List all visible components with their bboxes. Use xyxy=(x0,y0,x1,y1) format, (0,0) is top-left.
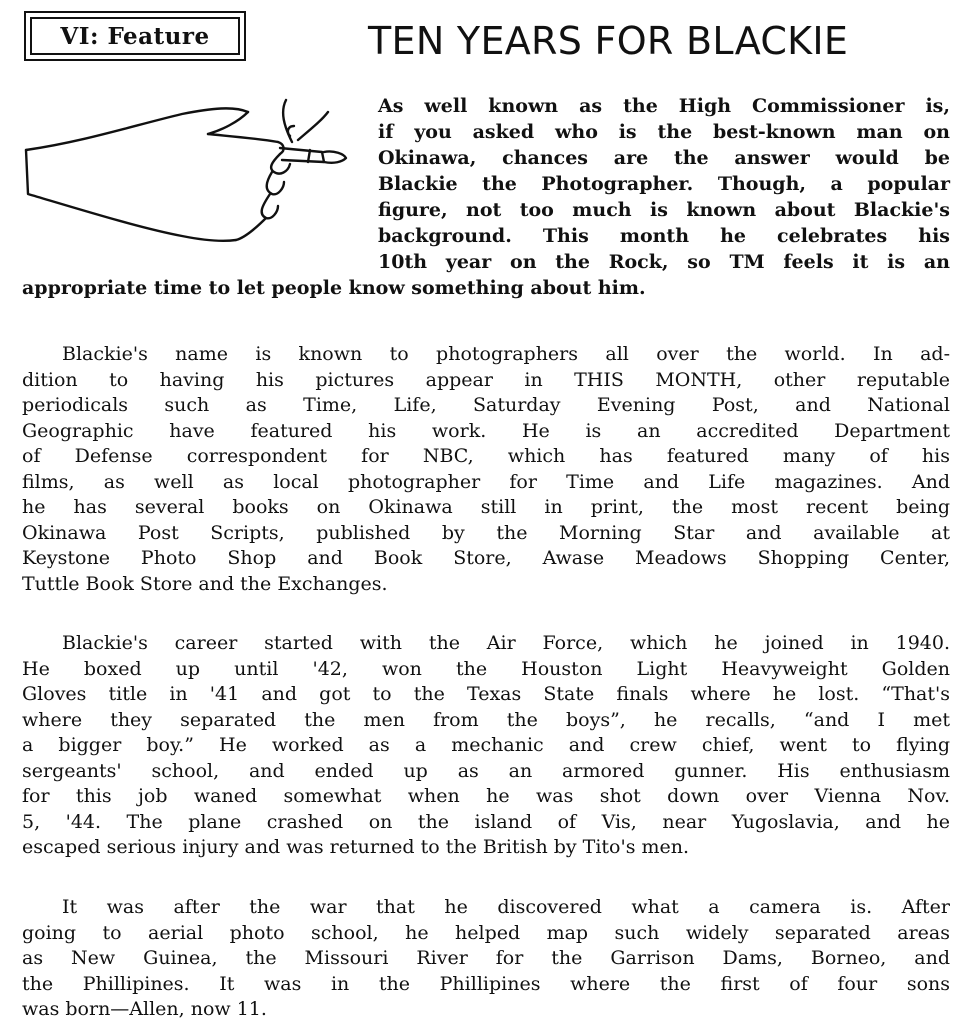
intro-line: 10th year on the Rock, so TM feels it is an xyxy=(378,251,950,273)
paragraph-line: of Defense correspondent for NBC, which has featured many of his xyxy=(22,445,950,467)
paragraph-line: films, as well as local photographer for Time and Life magazines. And xyxy=(22,471,950,493)
paragraph-line: He boxed up until '42, won the Houston Light Heavyweight Golden xyxy=(22,658,950,680)
paragraph-line: It was after the war that he discovered what a camera is. After xyxy=(62,896,950,918)
paragraph-line: he has several books on Okinawa still in print, the most recent being xyxy=(22,496,950,518)
paragraph-line: where they separated the men from the boys”, he recalls, “and I met xyxy=(22,709,950,731)
paragraph-line: Blackie's name is known to photographers all over the world. In ad- xyxy=(62,343,950,365)
intro-line: As well known as the High Commissioner is, xyxy=(378,95,950,117)
paragraph-line: the Phillipines. It was in the Phillipines where the first of four sons xyxy=(22,973,950,995)
paragraph-line: escaped serious injury and was returned to the British by Tito's men. xyxy=(22,836,690,858)
paragraph-line: Keystone Photo Shop and Book Store, Awase Meadows Shopping Center, xyxy=(22,547,950,569)
headline: TEN YEARS FOR BLACKIE xyxy=(368,19,849,63)
paragraph-line: Blackie's career started with the Air Force, which he joined in 1940. xyxy=(62,632,950,654)
paragraph-line: for this job waned somewhat when he was shot down over Vienna Nov. xyxy=(22,785,950,807)
intro-line: appropriate time to let people know something about him. xyxy=(22,277,646,299)
paragraph-line: Okinawa Post Scripts, published by the Morning Star and available at xyxy=(22,522,950,544)
intro-line: Blackie the Photographer. Though, a popular xyxy=(378,173,950,195)
intro-line: figure, not too much is known about Blackie's xyxy=(378,199,950,221)
paragraph-line: as New Guinea, the Missouri River for the Garrison Dams, Borneo, and xyxy=(22,947,950,969)
paragraph-line: a bigger boy.” He worked as a mechanic and crew chief, went to flying xyxy=(22,734,950,756)
paragraph-line: going to aerial photo school, he helped map such widely separated areas xyxy=(22,922,950,944)
section-tag xyxy=(24,11,246,61)
intro-line: if you asked who is the best-known man on xyxy=(378,121,950,143)
paragraph-line: dition to having his pictures appear in THIS MONTH, other reputable xyxy=(22,369,950,391)
intro-line: Okinawa, chances are the answer would be xyxy=(378,147,950,169)
paragraph-line: periodicals such as Time, Life, Saturday Evening Post, and National xyxy=(22,394,950,416)
paragraph-line: Geographic have featured his work. He is an accredited Department xyxy=(22,420,950,442)
paragraph-line: Tuttle Book Store and the Exchanges. xyxy=(22,573,388,595)
hand-holding-cigarette-icon xyxy=(22,92,352,250)
paragraph-line: 5, '44. The plane crashed on the island of Vis, near Yugoslavia, and he xyxy=(22,811,950,833)
paragraph-line: Gloves title in '41 and got to the Texas State finals where he lost. “That's xyxy=(22,683,950,705)
section-tag-label: VI: Feature xyxy=(30,17,240,55)
intro-line: background. This month he celebrates his xyxy=(378,225,950,247)
paragraph-line: sergeants' school, and ended up as an armored gunner. His enthusiasm xyxy=(22,760,950,782)
paragraph-line: was born—Allen, now 11. xyxy=(22,998,267,1020)
